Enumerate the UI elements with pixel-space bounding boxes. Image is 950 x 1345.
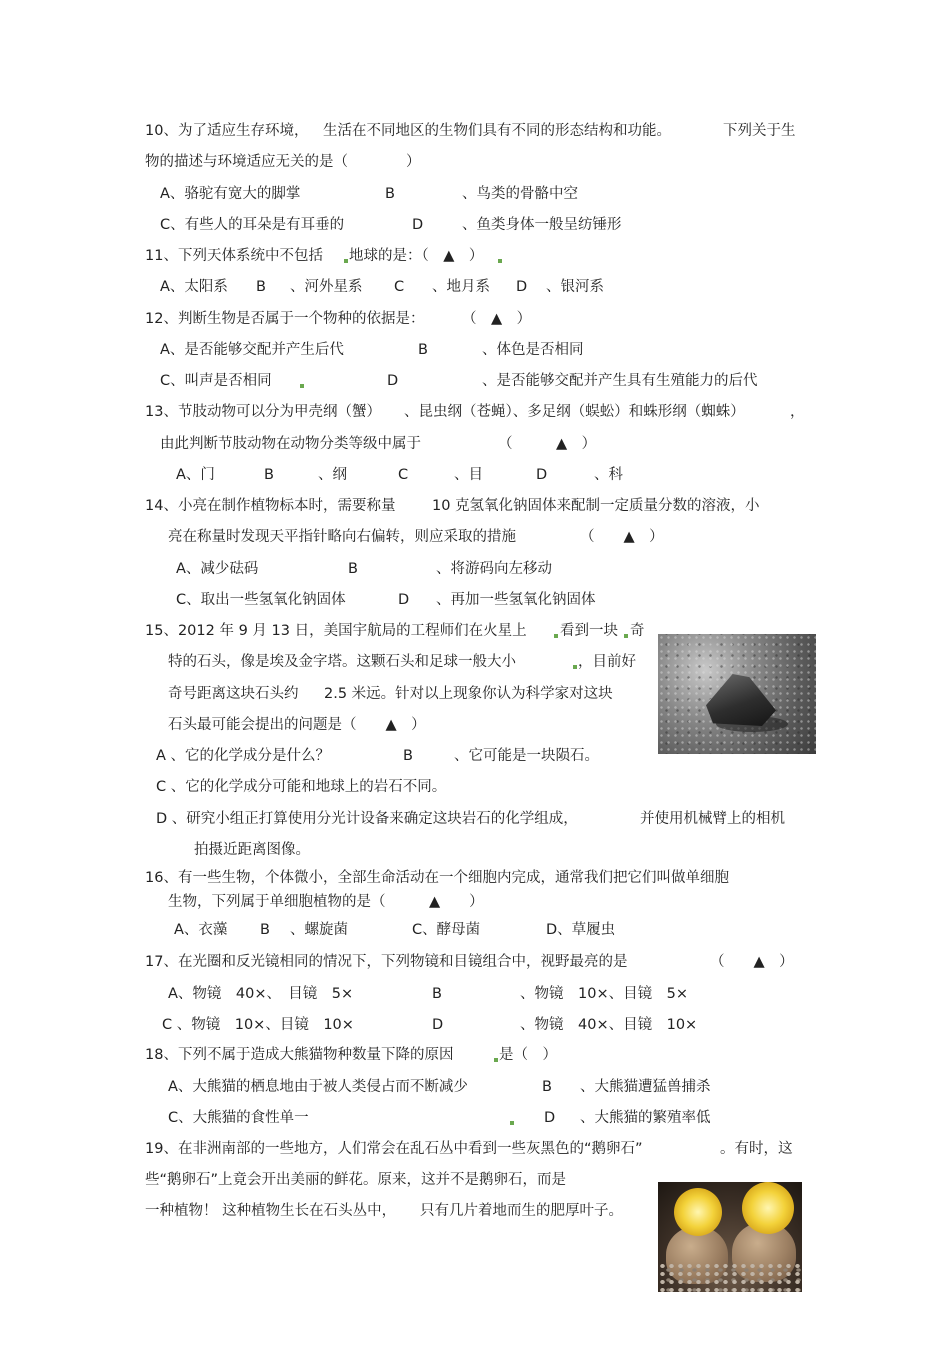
stray-mark (554, 634, 558, 638)
mars-pyramid-rock-photo (658, 634, 816, 754)
q18-option-b-letter: B (542, 1079, 552, 1095)
q19-stem-line3-end: 只有几片着地而生的肥厚叶子。 (420, 1203, 623, 1219)
q14-option-b: 、将游码向左移动 (436, 561, 552, 577)
q10-stem-part3: 下列关于生 (723, 123, 796, 139)
q11-option-a: A、太阳系 (160, 279, 228, 295)
q16-stem-line2: 生物，下列属于单细胞植物的是（ ▲ ） (168, 894, 484, 910)
q18-option-a: A、大熊猫的栖息地由于被人类侵占而不断减少 (168, 1079, 468, 1095)
q13-option-c: 、目 (454, 467, 483, 483)
q12-option-b: 、体色是否相同 (482, 342, 584, 358)
q11-option-c: 、地月系 (432, 279, 490, 295)
q18-option-d-letter: D (544, 1110, 556, 1126)
q13-stem-part1: 13、节肢动物可以分为甲壳纲（蟹） (145, 404, 381, 420)
q19-stem-part1: 19、在非洲南部的一些地方，人们常会在乱石丛中看到一些灰黑色的“鹅卵石” (145, 1141, 643, 1157)
q14-stem-line2: 亮在称量时发现天平指针略向右偏转，则应采取的措施 (168, 529, 516, 545)
q16-option-b-letter: B (260, 922, 270, 938)
q11-option-d-letter: D (516, 279, 528, 295)
q13-stem-line2: 由此判断节肢动物在动物分类等级中属于 (160, 436, 421, 452)
lithops-plant-photo (658, 1182, 802, 1292)
q12-option-a: A、是否能够交配并产生后代 (160, 342, 344, 358)
stray-mark (344, 259, 348, 263)
q14-stem-part1: 14、小亮在制作植物标本时，需要称量 (145, 498, 396, 514)
q14-option-d-letter: D (398, 592, 410, 608)
q10-stem-line2: 物的描述与环境适应无关的是（ ） (145, 154, 421, 170)
q15-stem-line3-end: 2.5 米远。针对以上现象你认为科学家对这块 (324, 686, 613, 702)
q16-option-b: 、螺旋菌 (290, 922, 348, 938)
q13-stem-part2: 、昆虫纲（苍蝇）、多足纲（蜈蚣）和蛛形纲（蜘蛛） (404, 404, 745, 420)
q15-option-a: A 、它的化学成分是什么？ (156, 748, 331, 764)
q19-stem-part2: 。有时，这 (720, 1141, 793, 1157)
q12-option-c: C、叫声是否相同 (160, 373, 272, 389)
q11-stem-part2: 地球的是：（ ▲ ） (349, 248, 484, 264)
q13-option-c-letter: C (398, 467, 409, 483)
q16-option-a: A、衣藻 (174, 922, 228, 938)
q19-stem-line2: 些“鹅卵石”上竟会开出美丽的鲜花。原来，这并不是鹅卵石，而是 (145, 1172, 567, 1188)
q18-option-b: 、大熊猫遭猛兽捕杀 (580, 1079, 711, 1095)
q15-stem-part3: 奇 (630, 623, 645, 639)
q14-stem-part2: 10 克氢氧化钠固体来配制一定质量分数的溶液，小 (432, 498, 760, 514)
q14-option-c: C、取出一些氢氧化钠固体 (176, 592, 346, 608)
q18-stem-part1: 18、下列不属于造成大熊猫物种数量下降的原因 (145, 1047, 454, 1063)
q11-option-c-letter: C (394, 279, 405, 295)
q13-option-b-letter: B (264, 467, 274, 483)
q16-option-c: C、酵母菌 (412, 922, 481, 938)
stray-mark (624, 634, 628, 638)
q15-stem-line4: 石头最可能会提出的问题是（ ▲ ） (168, 717, 426, 733)
q15-option-d-line2: 拍摄近距离图像。 (194, 842, 310, 858)
q15-option-b-letter: B (403, 748, 413, 764)
q10-option-b-letter: B (385, 186, 395, 202)
q10-option-c: C、有些人的耳朵是有耳垂的 (160, 217, 345, 233)
q18-option-d: 、大熊猫的繁殖率低 (580, 1110, 711, 1126)
q17-stem: 17、在光圈和反光镜相同的情况下，下列物镜和目镜组合中，视野最亮的是 (145, 954, 628, 970)
q16-stem-line1: 16、有一些生物，个体微小，全部生命活动在一个细胞内完成，通常我们把它们叫做单细胞 (145, 870, 729, 886)
q15-option-d: D 、研究小组正打算使用分光计设备来确定这块岩石的化学组成， (156, 811, 578, 827)
q12-option-d-letter: D (387, 373, 399, 389)
q10-option-d-letter: D (412, 217, 424, 233)
q15-stem-line2: 特的石头，像是埃及金字塔。这颗石头和足球一般大小 (168, 654, 516, 670)
q10-option-b: 、鸟类的骨骼中空 (462, 186, 578, 202)
q11-option-b: 、河外星系 (290, 279, 363, 295)
q11-option-b-letter: B (256, 279, 266, 295)
stray-mark (573, 665, 577, 669)
q13-option-b: 、纲 (318, 467, 347, 483)
q17-option-c: C 、物镜 10×、目镜 10× (162, 1017, 354, 1033)
stray-mark (498, 259, 502, 263)
q10-stem-part2: 生活在不同地区的生物们具有不同的形态结构和功能。 (323, 123, 671, 139)
q11-stem-part1: 11、下列天体系统中不包括 (145, 248, 323, 264)
q12-option-d: 、是否能够交配并产生具有生殖能力的后代 (482, 373, 758, 389)
q15-stem-line3: 奇号距离这块石头约 (168, 686, 299, 702)
q19-stem-line3: 一种植物！ 这种植物生长在石头丛中， (145, 1203, 397, 1219)
q14-answer-paren: （ ▲ ） (580, 529, 664, 545)
q13-option-d-letter: D (536, 467, 548, 483)
q15-option-d-cont: 并使用机械臂上的相机 (640, 811, 785, 827)
q13-answer-paren: （ ▲ ） (498, 436, 597, 452)
q17-answer-paren: （ ▲ ） (710, 954, 794, 970)
q17-option-d-letter: D (432, 1017, 444, 1033)
q18-stem-part2: 是（ ） (499, 1047, 557, 1063)
q13-option-d: 、科 (594, 467, 623, 483)
q15-stem-part1: 15、2012 年 9 月 13 日，美国宇航局的工程师们在火星上 (145, 623, 527, 639)
q17-option-a: A、物镜 40×、 目镜 5× (168, 986, 354, 1002)
q14-option-b-letter: B (348, 561, 358, 577)
q15-stem-line2-end: ，目前好 (578, 654, 636, 670)
q15-stem-part2: 看到一块 (560, 623, 618, 639)
q10-stem-part1: 10、为了适应生存环境， (145, 123, 309, 139)
q17-option-b-letter: B (432, 986, 442, 1002)
q15-option-b: 、它可能是一块陨石。 (454, 748, 599, 764)
q14-option-d: 、再加一些氢氧化钠固体 (436, 592, 596, 608)
q13-stem-part3: ， (790, 404, 805, 420)
stray-mark (300, 384, 304, 388)
q12-answer-paren: （ ▲ ） (462, 311, 532, 327)
q14-option-a: A、减少砝码 (176, 561, 259, 577)
q13-option-a: A、门 (176, 467, 215, 483)
q17-option-d: 、物镜 40×、目镜 10× (520, 1017, 698, 1033)
q12-stem: 12、判断生物是否属于一个物种的依据是： (145, 311, 425, 327)
stray-mark (494, 1058, 498, 1062)
q10-option-d: 、鱼类身体一般呈纺锤形 (462, 217, 622, 233)
q10-option-a: A、骆驼有宽大的脚掌 (160, 186, 301, 202)
q12-option-b-letter: B (418, 342, 428, 358)
q16-option-d: D、草履虫 (546, 922, 616, 938)
q17-option-b: 、物镜 10×、目镜 5× (520, 986, 688, 1002)
q15-option-c: C 、它的化学成分可能和地球上的岩石不同。 (156, 779, 447, 795)
q11-option-d: 、银河系 (546, 279, 604, 295)
stray-mark (510, 1121, 514, 1125)
q18-option-c: C、大熊猫的食性单一 (168, 1110, 309, 1126)
